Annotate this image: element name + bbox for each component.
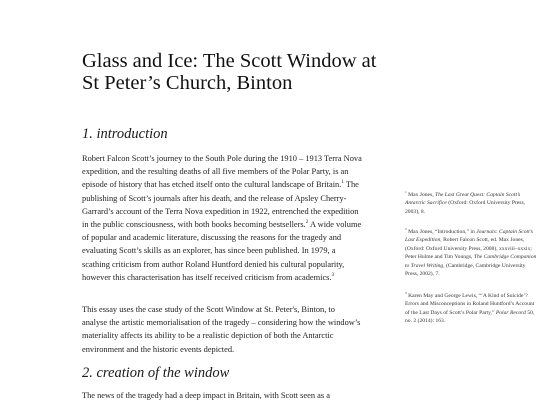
footnote-ref-3[interactable]: 3	[331, 272, 335, 279]
sidenote-3	[405, 292, 537, 326]
section-heading-creation: 2. creation of the window	[82, 365, 230, 381]
sidenote-number: 1	[405, 190, 407, 195]
sidenote-text: , (Cambridge, Cambridge University Press, 2002), 7.	[405, 262, 526, 278]
paragraph-creation: The news of the tragedy had a deep impact in Britain, with Scott seen as a	[82, 391, 330, 400]
paragraph-text: A wide volume of popular and academic literature, discussing the reasons for the tragedy and evaluating Scott’s skills as an explorer, has since been published. In 1979, a scathing criticism from author Roland Huntford denied his cultural popularity, however this characterisation has itself received criticism from academics.	[82, 220, 362, 282]
sidenote-text: (Oxford: Oxford University Press, 2003), 8.	[405, 200, 526, 215]
sidenote-number: 3	[405, 291, 407, 296]
sidenote-1	[405, 191, 537, 216]
sidenote-number: 2	[405, 227, 407, 232]
paragraph-text: Robert Falcon Scott’s journey to the South Pole during the 1910 – 1913 Terra Nova expedition, and the resulting deaths of all five members of the Polar Party, is an episode of history that has etched itself onto the cultural landscape of Britain.	[82, 154, 362, 190]
sidenote-book-title: The Cambridge Companion to Travel Writing	[405, 254, 537, 269]
paragraph-introduction	[82, 152, 362, 284]
footnote-ref-1[interactable]: 1	[341, 179, 344, 186]
article-title: Glass and Ice: The Scott Window at St Peter’s Church, Binton	[82, 50, 377, 94]
paragraph-case-study: This essay uses the case study of the Scott Window at St. Peter's, Binton, to analyse the artistic memorialisation of the tragedy – considering how the window’s materiality affects its ability to be a realistic depiction of both the Antarctic environment and the historic events depicted.	[82, 305, 361, 354]
sidenote-text: 50, no. 2 (2014): 163.	[405, 309, 535, 325]
sidenote-book-title: The Last Great Quest: Captain Scott’s Antarctic Sacrifice	[405, 192, 521, 207]
sidenote-text: Max Jones,	[406, 192, 436, 198]
sidenote-2	[405, 228, 537, 278]
paragraph-text: The publishing of Scott’s journals after his death, and the release of Apsley Cherry-Garrard’s account of the Terra Nova expedition in 1922, entrenched the expedition in the public consciousness, with both books becoming bestsellers.	[82, 180, 359, 230]
footnote-ref-2[interactable]: 2	[305, 219, 309, 226]
sidenote-text: , Robert Falcon Scott, ed. Max Jones, (Oxford: Oxford University Press, 2008), xxxviii–xxxix; Peter Hulme and Tim Youngs,	[405, 237, 532, 261]
section-heading-introduction: 1. introduction	[82, 126, 168, 142]
sidenote-text: Max Jones, “Introduction,” in	[406, 229, 477, 235]
sidenote-journal-title: Polar Record	[495, 309, 526, 316]
sidenote-book-title: Journals: Captain Scott’s Last Expedition	[405, 229, 533, 244]
sidenote-text: Karen May and George Lewis, “‘A Kind of Suicide’? Errors and Misconceptions in Roland Huntford’s Account of the Last Days of Scott’s Polar Party,”	[405, 293, 535, 316]
